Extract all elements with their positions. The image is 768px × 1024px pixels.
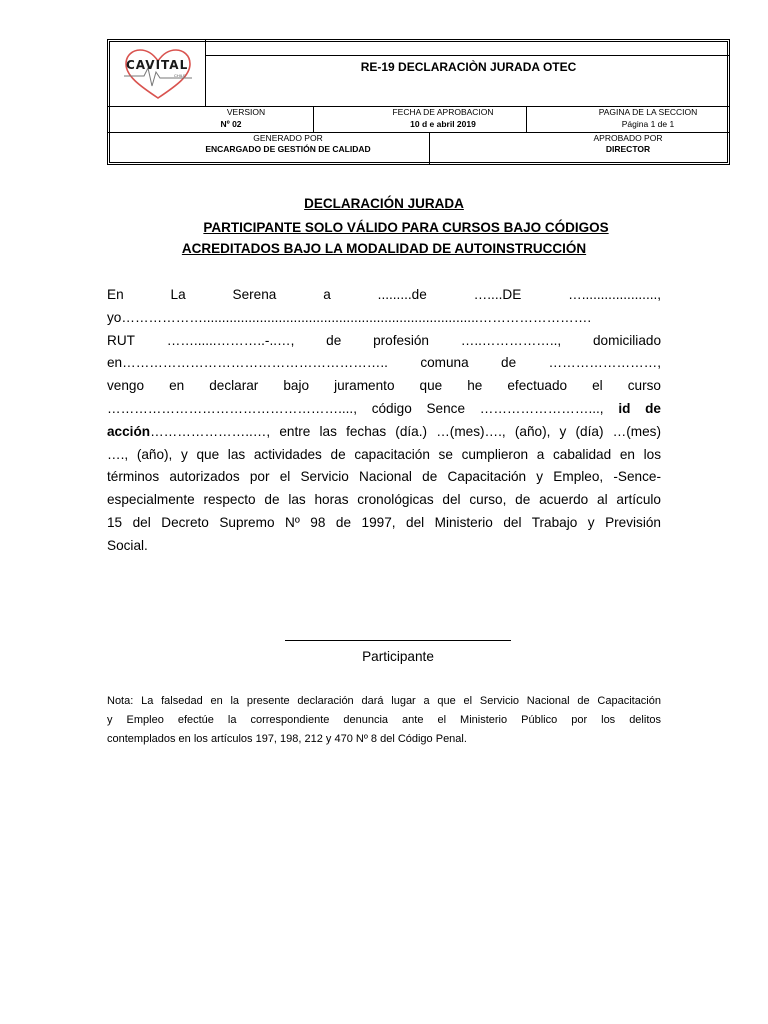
approved-by-label: APROBADO POR <box>593 133 663 143</box>
paragraph-line: Social. <box>107 537 148 553</box>
generated-by-label: GENERADO POR <box>253 133 323 143</box>
page-label: PAGINA DE LA SECCION <box>598 107 698 117</box>
paragraph-line: acción…………………..…, entre las fechas (día.) …(mes)…., (año), y (día) …(mes) <box>107 423 661 439</box>
header-divider <box>313 106 314 132</box>
company-logo <box>110 42 206 105</box>
version-value: Nº 02 <box>220 119 242 129</box>
paragraph-line: 15 del Decreto Supremo Nº 98 de 1997, del Ministerio del Trabajo y Previsión <box>107 514 661 530</box>
header-divider <box>429 132 430 164</box>
generated-by-value: ENCARGADO DE GESTIÓN DE CALIDAD <box>205 144 371 154</box>
document-header-table <box>107 39 730 165</box>
paragraph-line: términos autorizados por el Servicio Nacional de Capacitación y Empleo, -Sence- <box>107 469 661 485</box>
approval-date-label: FECHA DE APROBACION <box>392 107 494 117</box>
note-line: Nota: La falsedad en la presente declaración dará lugar a que el Servicio Nacional de Capacitación <box>107 695 661 707</box>
version-label: VERSION <box>226 107 266 117</box>
signature-label: Participante <box>362 649 434 664</box>
paragraph-line: RUT ……......………..-..…, de profesión …..…………….., domiciliado <box>107 332 662 348</box>
paragraph-line: especialmente respecto de las horas cronológicas del curso, de acuerdo al artículo <box>107 492 661 508</box>
paragraph-line: ……………………………………………...., código Sence ……………………..., id de <box>107 400 661 416</box>
paragraph-line: yo……………….........................................................................……………………. <box>107 309 592 325</box>
note-line: y Empleo efectúe la correspondiente denuncia ante el Ministerio Público por los delitos <box>107 714 661 726</box>
heart-icon <box>110 42 206 105</box>
legal-note <box>107 692 661 749</box>
declaration-paragraph <box>107 284 661 558</box>
paragraph-line: en………………………………………………….. comuna de ……………………, <box>107 355 662 371</box>
document-heading: DECLARACIÓN JURADA <box>304 196 464 211</box>
paragraph-line: …., (año), y que las actividades de capacitación se cumplieron a cabalidad en los <box>107 446 661 462</box>
approval-date-value: 10 d e abril 2019 <box>410 119 476 129</box>
paragraph-line: vengo en declarar bajo juramento que he efectuado el curso <box>107 378 661 394</box>
document-code-title: RE-19 DECLARACIÒN JURADA OTEC <box>360 60 577 74</box>
logo-subtext: CHILE <box>174 73 186 78</box>
page-value: Página 1 de 1 <box>621 119 675 129</box>
document-subheading: ACREDITADOS BAJO LA MODALIDAD DE AUTOINSTRUCCIÓN <box>181 241 587 256</box>
signature-line <box>285 640 511 641</box>
note-line: contemplados en los artículos 197, 198, 212 y 470 Nº 8 del Código Penal. <box>107 733 467 745</box>
approved-by-value: DIRECTOR <box>605 144 651 154</box>
logo-text: CAVITAL <box>126 58 189 72</box>
paragraph-line: En La Serena a .........de …....DE …...................., <box>107 287 662 302</box>
document-subheading: PARTICIPANTE SOLO VÁLIDO PARA CURSOS BAJO CÓDIGOS <box>203 220 609 235</box>
